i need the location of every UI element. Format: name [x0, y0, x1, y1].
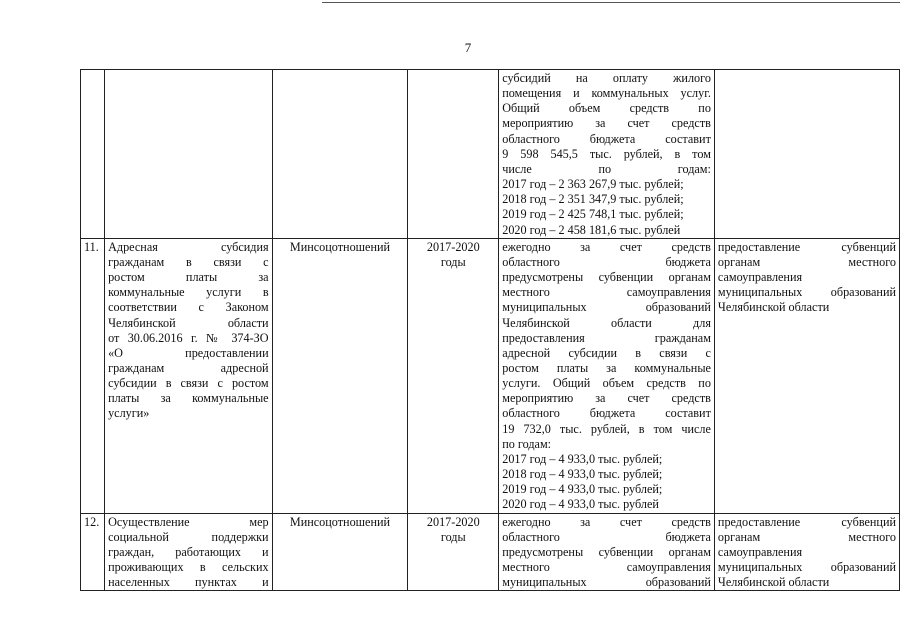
- text-line: областного бюджета составит: [502, 131, 711, 146]
- row-number: 12.: [84, 514, 100, 529]
- description: [502, 240, 711, 513]
- text-line: самоуправления: [717, 544, 803, 559]
- event-name: [108, 515, 269, 591]
- text-line: муниципальных образований: [717, 285, 896, 300]
- text-line: муниципальных образований: [502, 300, 711, 315]
- text-line: муниципальных образований: [717, 560, 896, 574]
- text-line: числе по годам:: [502, 161, 711, 176]
- text-line: Челябинской области: [108, 315, 269, 330]
- period-cell: [408, 70, 499, 239]
- text-line: 2017 год – 4 933,0 тыс. рублей;: [502, 451, 663, 466]
- text-line: 2017-2020: [426, 514, 480, 529]
- text-line: предоставление субвенций: [717, 514, 896, 529]
- text-line: помещения и коммунальных услуг.: [502, 86, 711, 101]
- text-line: Челябинской области: [717, 575, 830, 590]
- table-row: [81, 238, 900, 513]
- text-line: областного бюджета: [502, 254, 711, 269]
- result: [718, 515, 896, 591]
- text-line: предоставления гражданам: [502, 330, 711, 345]
- text-line: граждан, работающих и: [108, 544, 269, 559]
- result-cell: [714, 70, 899, 239]
- text-line: годы: [440, 529, 466, 544]
- period: [411, 240, 495, 270]
- executor-cell: [272, 70, 408, 239]
- text-line: соответствии с Законом: [108, 300, 269, 315]
- executor: Минсоцотношений: [289, 239, 391, 254]
- description: [502, 515, 711, 591]
- text-line: гражданам в связи с: [108, 254, 269, 269]
- table-body: [81, 70, 900, 591]
- page-number: 7: [464, 40, 472, 55]
- description: [502, 71, 711, 238]
- table-row: [81, 70, 900, 239]
- text-line: коммунальные услуги в: [108, 285, 269, 300]
- text-line: 2017-2020: [426, 239, 480, 254]
- period-cell: [408, 513, 499, 591]
- text-line: ежегодно за счет средств: [502, 239, 711, 254]
- text-line: 2018 год – 2 351 347,9 тыс. рублей;: [502, 192, 684, 207]
- text-line: услуги»: [108, 406, 150, 421]
- text-line: проживающих в сельских: [108, 560, 269, 574]
- text-line: «О предоставлении: [108, 345, 269, 360]
- row-number-cell: [81, 513, 105, 591]
- text-line: областного бюджета: [502, 529, 711, 544]
- result-cell: [714, 513, 899, 591]
- text-line: субсидий на оплату жилого: [502, 71, 711, 85]
- event-name: [108, 240, 269, 422]
- text-line: местного самоуправления: [502, 285, 711, 300]
- text-line: услуги. Общий объем средств по: [502, 376, 711, 391]
- text-line: субсидии в связи с ростом: [108, 376, 269, 391]
- event-name-cell: [105, 513, 273, 591]
- result: [718, 240, 896, 316]
- executor-cell: [272, 513, 408, 591]
- text-line: платы за коммунальные: [108, 391, 269, 406]
- period: [411, 515, 495, 545]
- text-line: муниципальных образований: [502, 575, 711, 590]
- text-line: Челябинской области для: [502, 315, 711, 330]
- row-number-cell: [81, 70, 105, 239]
- header-rule: [322, 2, 900, 3]
- description-cell: [499, 238, 715, 513]
- period-cell: [408, 238, 499, 513]
- text-line: годы: [440, 254, 466, 269]
- text-line: предоставление субвенций: [717, 239, 896, 254]
- executor-cell: [272, 238, 408, 513]
- text-line: 2019 год – 4 933,0 тыс. рублей;: [502, 482, 663, 497]
- text-line: мероприятию за счет средств: [502, 391, 711, 406]
- text-line: местного самоуправления: [502, 560, 711, 574]
- row-number: 11.: [84, 239, 99, 254]
- description-cell: [499, 513, 715, 591]
- text-line: предусмотрены субвенции органам: [502, 270, 711, 285]
- text-line: 2020 год – 2 458 181,6 тыс. рублей: [502, 222, 681, 237]
- text-line: Осуществление мер: [108, 514, 269, 529]
- text-line: социальной поддержки: [108, 529, 269, 544]
- text-line: мероприятию за счет средств: [502, 116, 711, 131]
- text-line: Адресная субсидия: [108, 239, 269, 254]
- description-cell: [499, 70, 715, 239]
- text-line: органам местного: [717, 254, 896, 269]
- text-line: 2017 год – 2 363 267,9 тыс. рублей;: [502, 177, 684, 192]
- text-line: по годам:: [502, 436, 552, 451]
- text-line: ростом платы за коммунальные: [502, 360, 711, 375]
- text-line: адресной субсидии в связи с: [502, 345, 711, 360]
- text-line: предусмотрены субвенции органам: [502, 544, 711, 559]
- event-name-cell: [105, 238, 273, 513]
- text-line: 2020 год – 4 933,0 тыс. рублей: [502, 497, 659, 512]
- text-line: 9 598 545,5 тыс. рублей, в том: [502, 146, 711, 161]
- row-number-cell: [81, 238, 105, 513]
- event-name-cell: [105, 70, 273, 239]
- text-line: Челябинской области: [717, 300, 830, 315]
- executor: Минсоцотношений: [289, 514, 391, 529]
- text-line: от 30.06.2016 г. № 374-ЗО: [108, 330, 269, 345]
- program-table: [80, 69, 900, 591]
- text-line: самоуправления: [717, 270, 803, 285]
- text-line: ежегодно за счет средств: [502, 514, 711, 529]
- result-cell: [714, 238, 899, 513]
- text-line: 2019 год – 2 425 748,1 тыс. рублей;: [502, 207, 684, 222]
- text-line: Общий объем средств по: [502, 101, 711, 116]
- text-line: гражданам адресной: [108, 360, 269, 375]
- text-line: 2018 год – 4 933,0 тыс. рублей;: [502, 467, 663, 482]
- text-line: органам местного: [717, 529, 896, 544]
- text-line: населенных пунктах и: [108, 575, 269, 590]
- text-line: 19 732,0 тыс. рублей, в том числе: [502, 421, 711, 436]
- table-row: [81, 513, 900, 591]
- text-line: областного бюджета составит: [502, 406, 711, 421]
- text-line: ростом платы за: [108, 270, 269, 285]
